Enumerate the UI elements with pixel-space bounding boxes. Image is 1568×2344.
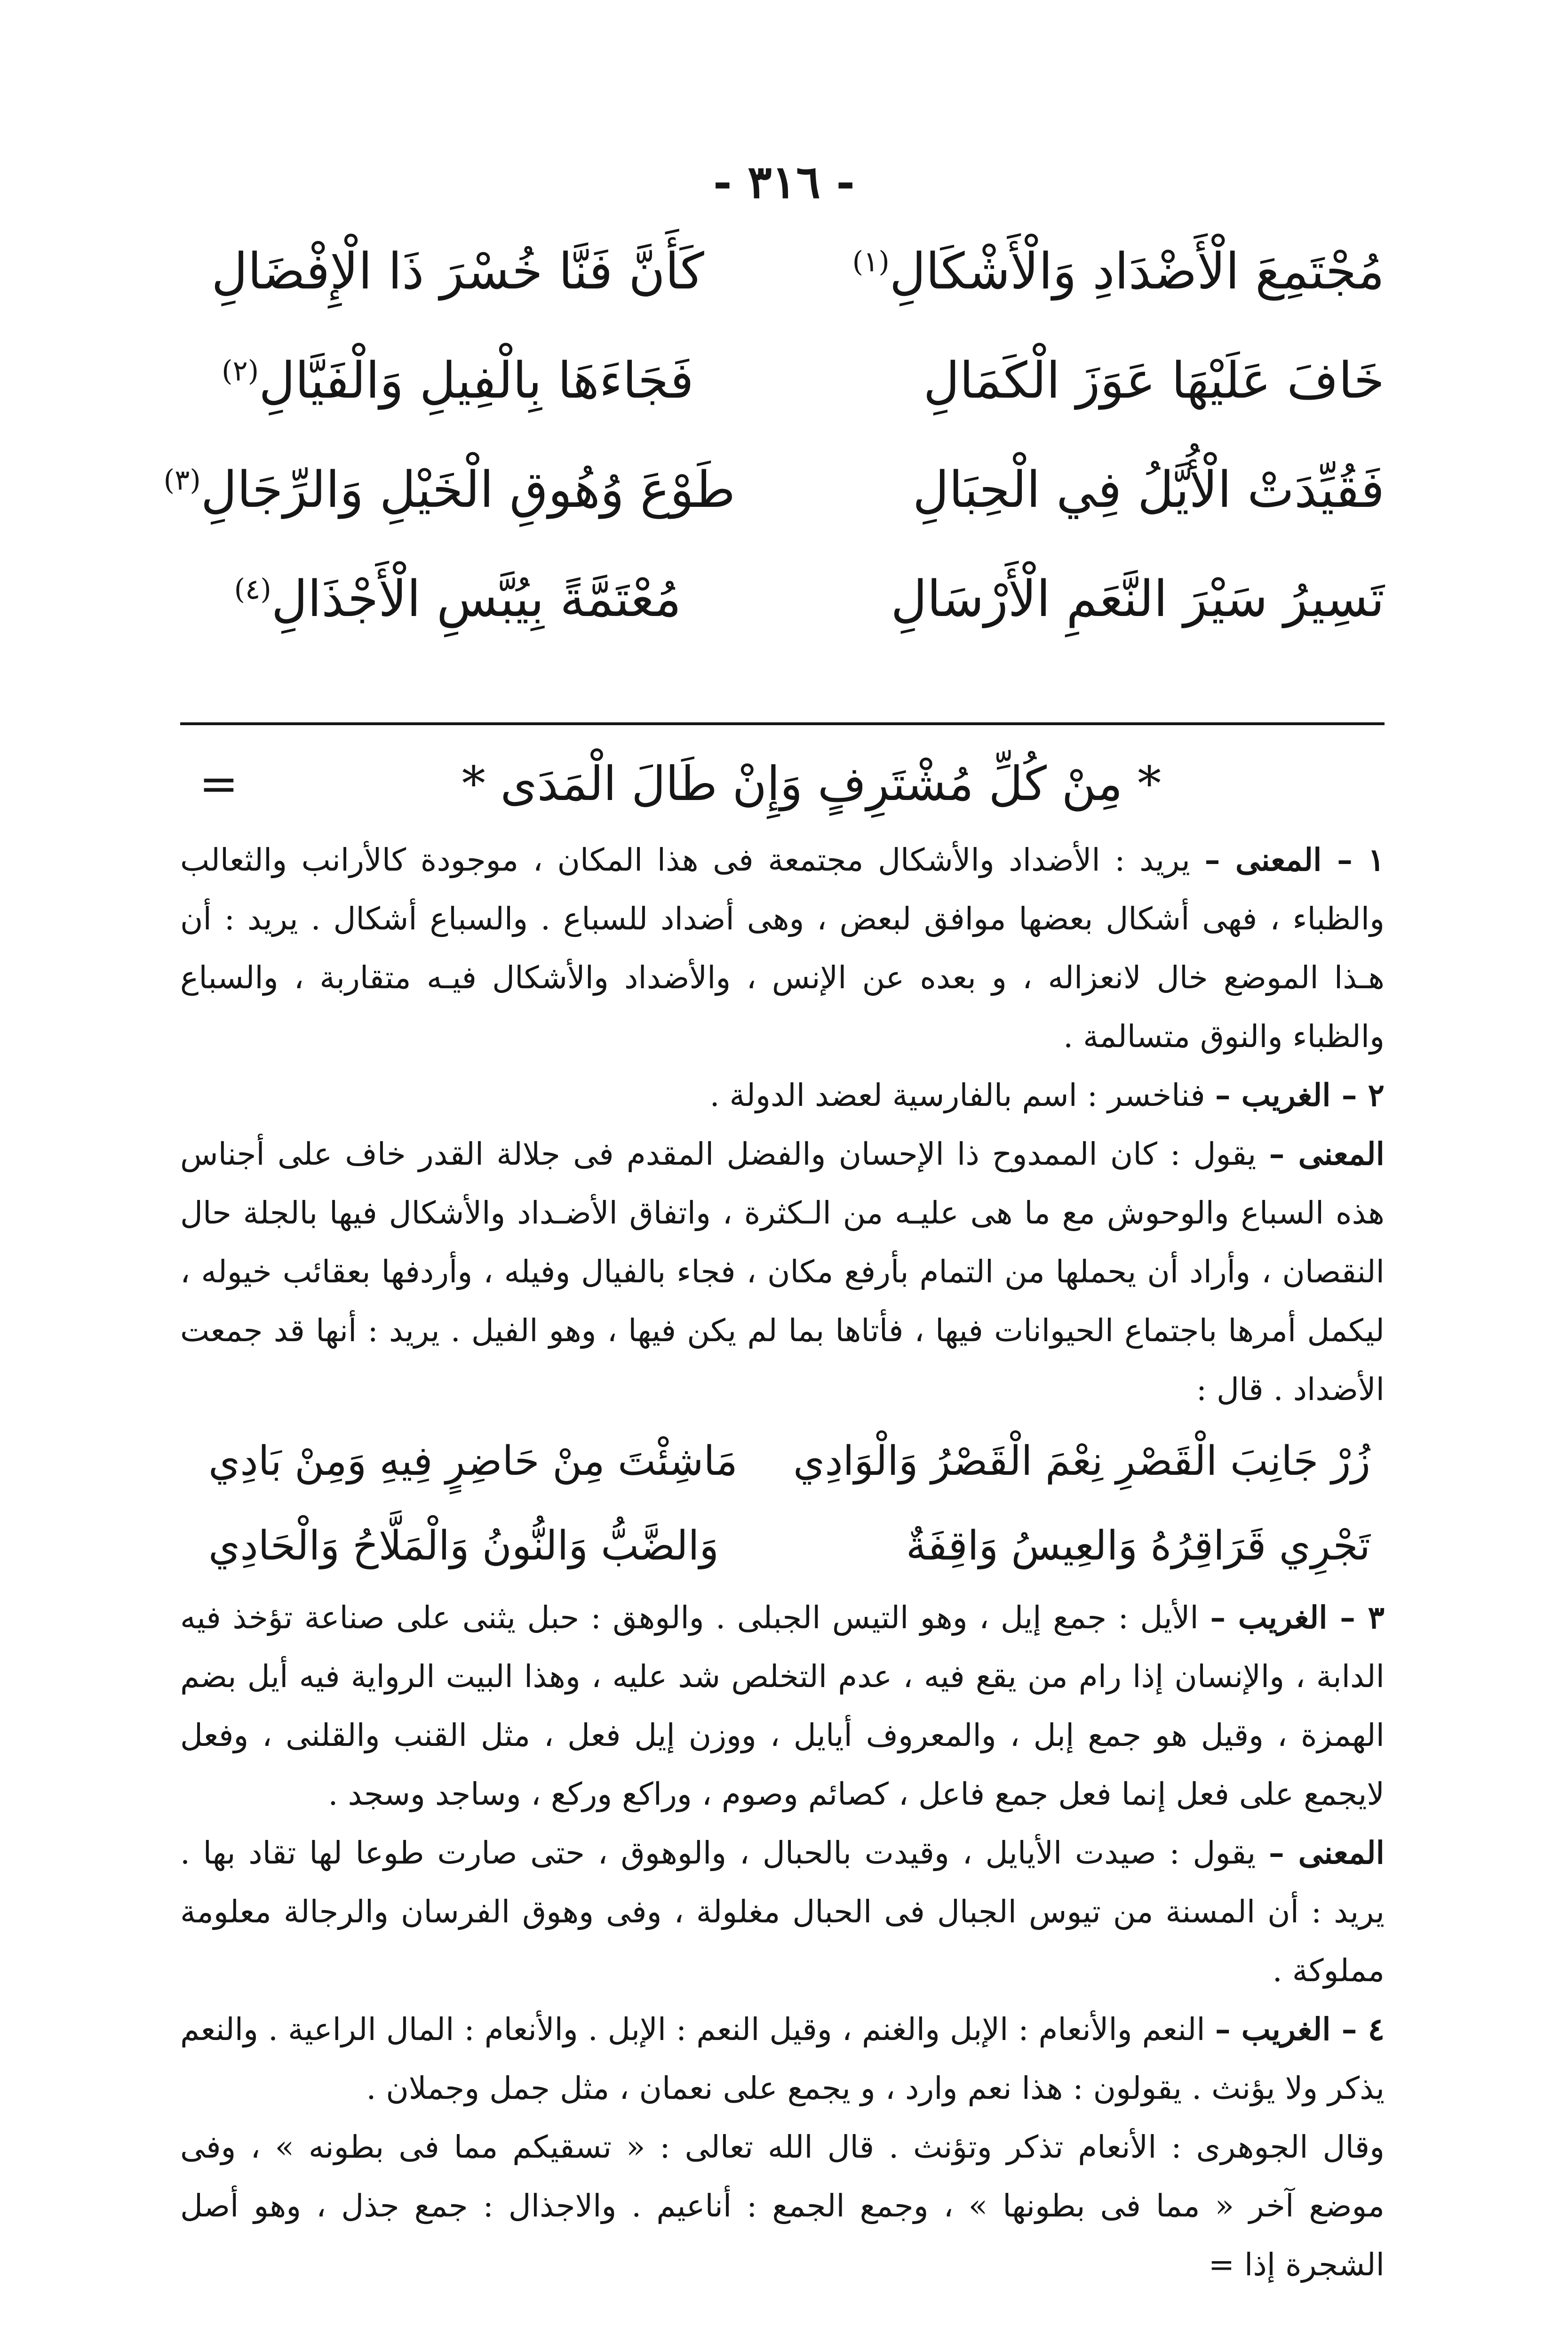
note-text: الأيل : جمع إيل ، وهو التيس الجبلى . والوهق : حبل يثنى على صناعة تؤخذ فيه الدابة ، والإنسان إذا رام من يقع فيه ، عدم التخلص شد عليه ، وهذا البيت الرواية فيه أيل بضم الهمزة ، وقيل هو جمع إبل ، والمعروف أيايل ، ووزن إيل فعل ، مثل القنب والقلنى ، وفعل لايجمع على فعل إنما فعل جمع فاعل ، كصائم وصوم ، وراكع وركع ، وساجد وسجد . — [180, 1600, 1385, 1812]
note-4-gharib — [180, 2000, 1385, 2118]
note-lead: ٢ – الغريب – — [1215, 1077, 1385, 1113]
note-3-gharib — [180, 1588, 1385, 1824]
quoted-fragment-line — [180, 736, 1385, 831]
verse-hemistich-second: كَأَنَّ فَنَّا خُسْرَ ذَا الْإِفْضَالِ — [211, 242, 704, 300]
note-2-gharib — [180, 1066, 1385, 1125]
continuation-mark: = — [199, 756, 239, 811]
note-lead: المعنى – — [1269, 1136, 1385, 1172]
quoted-verse-second: مَاشِئْتَ مِنْ حَاضِرٍ فِيهِ وَمِنْ بَادِي — [208, 1437, 738, 1485]
poem-verses — [163, 216, 1385, 653]
section-divider — [180, 722, 1385, 725]
note-lead: ١ – المعنى – — [1204, 841, 1385, 878]
note-lead: ٤ – الغريب – — [1215, 2011, 1385, 2048]
verse-row — [180, 544, 1385, 653]
note-text: وقال الجوهرى : الأنعام تذكر وتؤنث . قال الله تعالى : « تسقيكم مما فى بطونه » ، وفى موضع آخر « مما فى بطونها » ، وجمع الجمع : أناعيم . والاجذال : جمع جذل ، وهو أصل الشجرة إذا = — [180, 2129, 1385, 2283]
footnote-ref: (٢) — [222, 354, 259, 388]
footnote-ref: (٣) — [163, 464, 201, 497]
quoted-verse-first: تَجْرِي قَرَاقِرُهُ وَالعِيسُ وَاقِفَةٌ — [906, 1522, 1370, 1569]
quoted-verse-second: وَالضَّبُّ وَالنُّونُ وَالْمَلَّاحُ وَالْحَادِي — [208, 1522, 719, 1569]
verse-hemistich-second: طَوْعَ وُهُوقِ الْخَيْلِ وَالرِّجَالِ$^{(٣)}$ — [163, 460, 735, 519]
footnote-ref: (١) — [852, 245, 890, 279]
note-4-continued — [180, 2118, 1385, 2294]
footnote-ref: (٤) — [234, 573, 271, 606]
note-lead: المعنى – — [1268, 1834, 1385, 1871]
note-2-meaning — [180, 1125, 1385, 1419]
quoted-fragment: * مِنْ كُلِّ مُشْتَرِفٍ وَإِنْ طَالَ الْمَدَى * — [462, 756, 1162, 811]
verse-hemistich-first: تَسِيرُ سَيْرَ النَّعَمِ الْأَرْسَالِ — [891, 569, 1385, 628]
note-text: النعم والأنعام : الإبل والغنم ، وقيل النعم : الإبل . والأنعام : المال الراعية . والنعم يذكر ولا يؤنث . يقولون : هذا نعم وارد ، و يجمع على نعمان ، مثل جمل وجملان . — [180, 2011, 1385, 2106]
verse-hemistich-first: خَافَ عَلَيْهَا عَوَزَ الْكَمَالِ — [923, 351, 1385, 409]
note-text: يقول : صيدت الأيايل ، وقيدت بالحبال ، والوهوق ، حتى صارت طوعا لها تقاد بها . يريد : أن المسنة من تيوس الجبال فى الحبال مغلولة ، وفى وهوق الفرسان والرجالة معلومة مملوكة . — [180, 1835, 1385, 1989]
verse-row — [180, 216, 1385, 326]
page-number: - ٣١٦ - — [713, 155, 855, 208]
note-1 — [180, 831, 1385, 1066]
note-text: يقول : كان الممدوح ذا الإحسان والفضل المقدم فى جلالة القدر خاف على أجناس هذه السباع والوحوش مع ما هى عليـه من الـكثرة ، واتفاق الأضـداد والأشكال فيها بالجلة حال النقصان ، وأراد أن يحملها من التمام بأرفع مكان ، فجاء بالفيال وفيله ، وأردفها بعقائب خيوله ، ليكمل أمرها باجتماع الحيوانات فيها ، فأتاها بما لم يكن فيها ، وهو الفيل . يريد : أنها قد جمعت الأضداد . قال : — [180, 1136, 1385, 1408]
quoted-verse-row — [180, 1419, 1385, 1504]
verse-hemistich-second: مُعْتَمَّةً بِيُبَّسِ الْأَجْذَالِ$^{(٤)}$ — [234, 569, 682, 628]
quoted-verse-row — [180, 1504, 1385, 1588]
verse-hemistich-second: فَجَاءَهَا بِالْفِيلِ وَالْفَيَّالِ$^{(٢)}$ — [222, 351, 694, 409]
note-text: يريد : الأضداد والأشكال مجتمعة فى هذا المكان ، موجودة كالأرانب والثعالب والظباء ، فهى أشكال بعضها موافق لبعض ، وهى أضداد للسباع . والسباع أشكال . يريد : أن هـذا الموضع خال لانعزاله ، و بعده عن الإنس ، والأضداد والأشكال فيـه متقاربة ، والسباع والظباء والنوق متسالمة . — [180, 842, 1385, 1055]
verse-row — [163, 435, 1385, 544]
verse-hemistich-first: فَقُيِّدَتْ الْأُيَّلُ فِي الْحِبَالِ — [913, 460, 1385, 519]
quoted-verses — [180, 1419, 1385, 1588]
note-3-meaning — [180, 1824, 1385, 2000]
verse-row — [180, 326, 1385, 435]
verse-hemistich-first: مُجْتَمِعَ الْأَضْدَادِ وَالْأَشْكَالِ$^{(١)}$ — [852, 242, 1385, 300]
note-lead: ٣ – الغريب – — [1210, 1599, 1385, 1636]
commentary-notes — [180, 831, 1385, 2294]
quoted-verse-first: زُرْ جَانِبَ الْقَصْرِ نِعْمَ الْقَصْرُ وَالْوَادِي — [793, 1437, 1370, 1485]
note-text: فناخسر : اسم بالفارسية لعضد الدولة . — [709, 1077, 1205, 1113]
